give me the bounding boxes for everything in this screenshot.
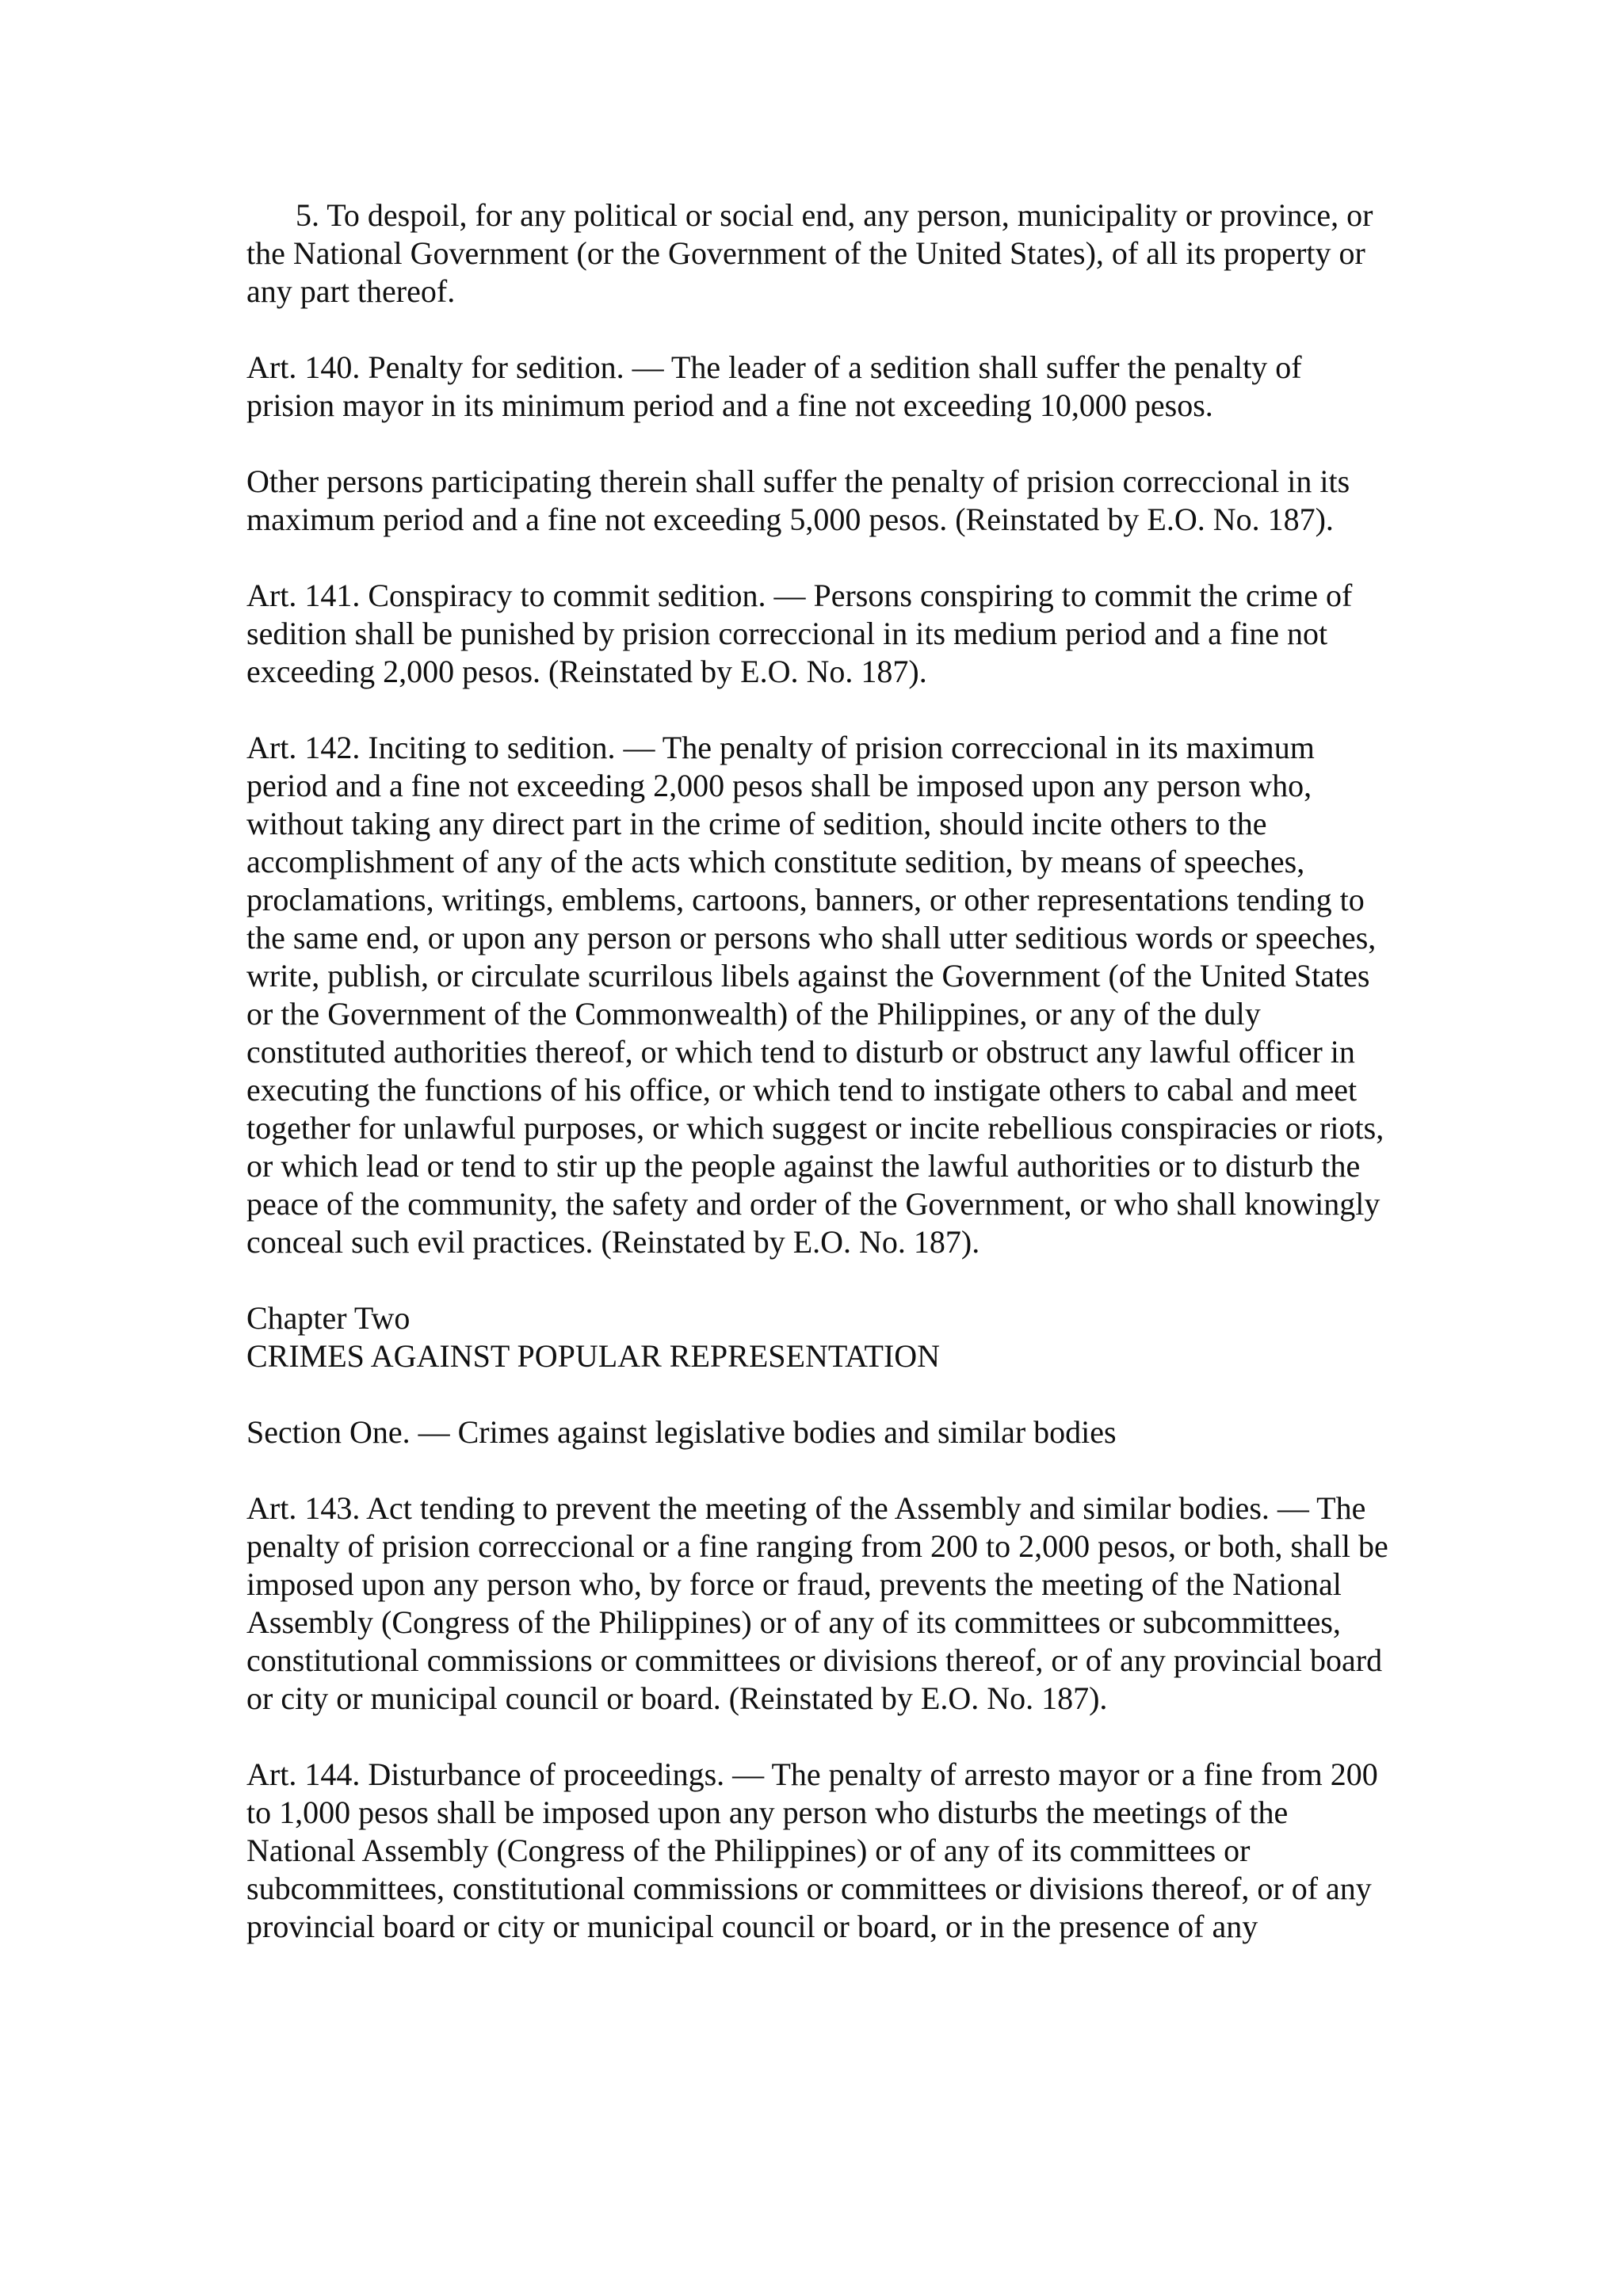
chapter-heading [246,1299,1396,1375]
paragraph-art-140-others: Other persons participating therein shall suffer the penalty of prision correccional in its maximum period and a fine not exceeding 5,000 pesos. (Reinstated by E.O. No. 187). [246,463,1350,537]
chapter-title: CRIMES AGAINST POPULAR REPRESENTATION [246,1338,941,1374]
paragraph-art-144: Art. 144. Disturbance of proceedings. — The penalty of arresto mayor or a fine from 200 to 1,000 pesos shall be imposed upon any person who disturbs the meetings of the National Assembly (Congress of the Philippines) or of any of its committees or subcommittees, constitutional commissions or committees or divisions thereof, or of any provincial board or city or municipal council or board, or in the presence of any [246,1756,1378,1944]
section-title: Section One. — Crimes against legislative bodies and similar bodies [246,1414,1117,1450]
paragraph-item-5: 5. To despoil, for any political or social end, any person, municipality or province, or the National Government (or the Government of the United States), of all its property or any part thereof. [246,197,1373,309]
paragraph-art-140: Art. 140. Penalty for sedition. — The leader of a sedition shall suffer the penalty of prision mayor in its minimum period and a fine not exceeding 10,000 pesos. [246,349,1302,423]
paragraph-art-142: Art. 142. Inciting to sedition. — The penalty of prision correccional in its maximum period and a fine not exceeding 2,000 pesos shall be imposed upon any person who, without taking any direct part in the crime of sedition, should incite others to the accomplishment of any of the acts which constitute sedition, by means of speeches, proclamations, writings, emblems, cartoons, banners, or other representations tending to the same end, or upon any person or persons who shall utter seditious words or speeches, write, publish, or circulate scurrilous libels against the Government (of the United States or the Government of the Commonwealth) of the Philippines, or any of the duly constituted authorities thereof, or which tend to disturb or obstruct any lawful officer in executing the functions of his office, or which tend to instigate others to cabal and meet together for unlawful purposes, or which suggest or incite rebellious conspiracies or riots, or which lead or tend to stir up the people against the lawful authorities or to disturb the peace of the community, the safety and order of the Government, or who shall knowingly conceal such evil practices. (Reinstated by E.O. No. 187). [246,730,1384,1260]
paragraph-art-141: Art. 141. Conspiracy to commit sedition. — Persons conspiring to commit the crime of sedition shall be punished by prision correccional in its medium period and a fine not exceeding 2,000 pesos. (Reinstated by E.O. No. 187). [246,578,1353,689]
document-page [246,196,1396,1946]
chapter-label: Chapter Two [246,1300,411,1336]
paragraph-art-143: Art. 143. Act tending to prevent the meeting of the Assembly and similar bodies. — The penalty of prision correccional or a fine ranging from 200 to 2,000 pesos, or both, shall be imposed upon any person who, by force or fraud, prevents the meeting of the National Assembly (Congress of the Philippines) or of any of its committees or subcommittees, constitutional commissions or committees or divisions thereof, or of any provincial board or city or municipal council or board. (Reinstated by E.O. No. 187). [246,1490,1388,1716]
